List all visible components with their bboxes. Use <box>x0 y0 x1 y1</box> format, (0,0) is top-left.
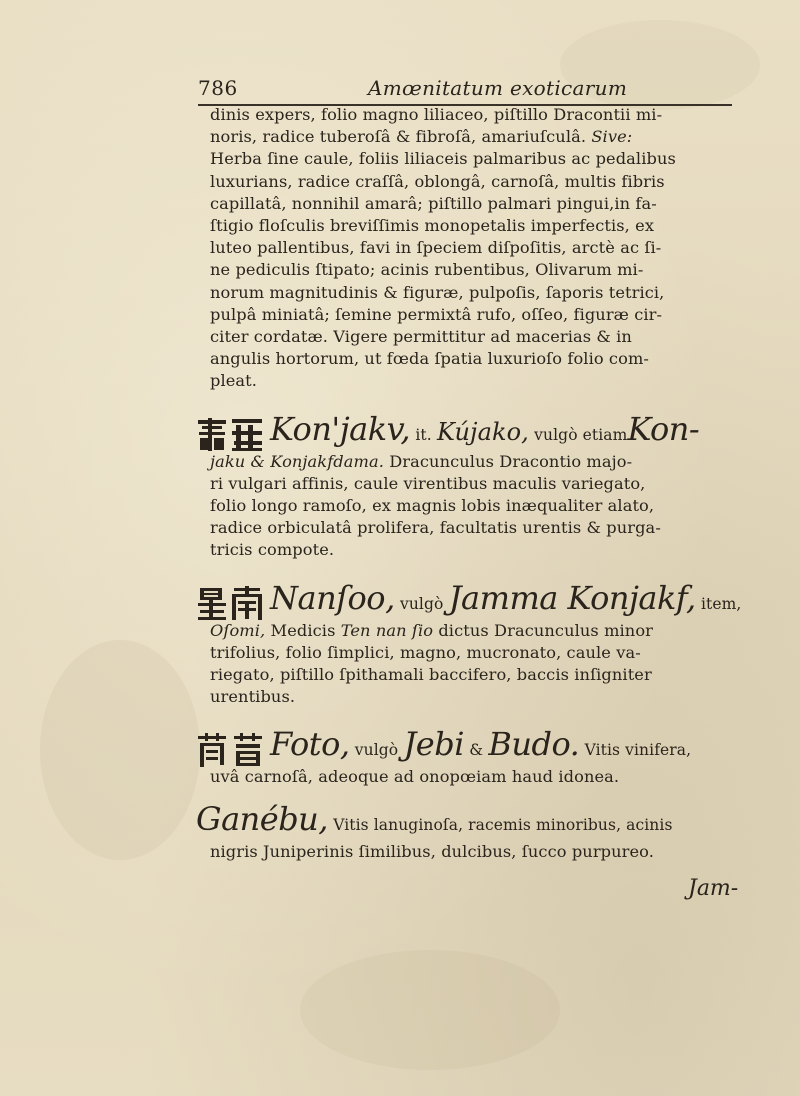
vulgo-label: vulgò <box>399 594 444 613</box>
kanji-glyph-icon <box>196 417 266 453</box>
text-line: riegato, piſtillo ſpithamali baccifero, baccis inſigniter <box>210 665 652 685</box>
page-number: 786 <box>198 76 238 100</box>
text-line-part: Dracunculus Dracontio majo- <box>389 451 633 471</box>
text-line: ne pediculis ſtipato; acinis rubentibus, Olivarum mi- <box>210 260 644 280</box>
text-line <box>210 126 770 148</box>
text-line: ſtigio floſculis breviſſimis monopetalis imperfectis, ex <box>210 216 655 236</box>
alt-name-2: Kon- <box>627 409 700 448</box>
entry-description: Vitis vinifera, <box>584 741 692 760</box>
and-label: & <box>469 741 484 760</box>
text-line: luteo pallentibus, favi in ſpeciem diſpoſitis, arctè ac ſi- <box>210 238 662 258</box>
text-line: norum magnitudinis & figuræ, pulpoſis, ſaporis tetrici, <box>210 282 665 302</box>
text-line: uvâ carnoſâ, adeoque ad onopœiam haud idonea. <box>210 767 620 787</box>
it-abbrev: it. <box>415 425 432 444</box>
text-line: urentibus. <box>210 687 296 707</box>
entry-heading-nanjoo <box>196 576 770 620</box>
text-line: dinis expers, folio magno liliaceo, piſtillo Dracontii mi- <box>210 105 663 124</box>
catchword: Jam- <box>688 876 739 901</box>
text-line: radice orbiculatâ prolifera, facultatis urentis & purga- <box>210 518 661 538</box>
text-line: angulis hortorum, ut fœda ſpatia luxurioſo folio com- <box>210 349 649 369</box>
item-label: item, <box>700 594 742 613</box>
alt-name: Jamma Konjakf, <box>448 578 696 617</box>
entry-title: Foto, <box>270 725 350 764</box>
page-header <box>198 74 738 102</box>
vulgo-label: vulgò etiam <box>534 425 628 444</box>
entry-title: Nanſoo, <box>270 578 395 617</box>
kanji-glyph-icon <box>196 586 266 622</box>
text-line: citer cordatæ. Vigere permittitur ad macerias & in <box>210 327 632 347</box>
running-head: Amœnitatum exoticarum <box>368 76 628 100</box>
text-line <box>210 620 770 642</box>
entry-heading-ganebu <box>196 797 770 841</box>
text-line-part: Medicis <box>270 620 336 640</box>
entry-heading-foto <box>196 722 770 766</box>
text-line <box>210 451 770 473</box>
entry-heading-konjaku <box>196 407 770 451</box>
sive-label: Sive: <box>591 127 633 147</box>
paper-stain <box>300 950 560 1070</box>
text-line: tricis compote. <box>210 540 335 560</box>
body-text <box>196 104 770 863</box>
text-line: luxurians, radice craſſâ, oblongâ, carnoſâ, multis fibris <box>210 171 665 191</box>
italic-name: Ten nan ſio <box>340 620 434 640</box>
entry-title: Ganébu, <box>196 799 328 838</box>
text-line: capillatâ, nonnihil amarâ; piſtillo palmari pingui,in fa- <box>210 193 657 213</box>
text-line: trifolius, folio ſimplici, magno, mucronato, caule va- <box>210 642 641 662</box>
text-line-part: dictus Dracunculus minor <box>438 620 653 640</box>
text-line: Herba ſine caule, foliis liliaceis palmaribus ac pedalibus <box>210 149 676 169</box>
vulgo-label: vulgò <box>354 741 399 760</box>
entry-title: Kon'jakv, <box>270 409 411 448</box>
kanji-glyph-icon <box>196 733 266 769</box>
text-line: folio longo ramoſo, ex magnis lobis inæqualiter alato, <box>210 496 655 516</box>
alt-name-2: Budo. <box>488 725 580 764</box>
entry-description: Vitis lanuginoſa, racemis minoribus, acinis <box>333 815 673 834</box>
alt-name: Kújako, <box>436 417 529 446</box>
text-line: pulpâ miniatâ; ſemine permixtâ rufo, oſſeo, figuræ cir- <box>210 304 663 324</box>
text-line: nigris Juniperinis ſimilibus, dulcibus, ſucco purpureo. <box>210 841 654 861</box>
paper-stain <box>40 640 200 860</box>
alt-name: Jebi <box>403 725 464 764</box>
italic-name: Oſomi, <box>210 620 266 640</box>
text-line: ri vulgari affinis, caule virentibus maculis variegato, <box>210 473 646 493</box>
text-line: pleat. <box>210 371 258 391</box>
text-line-part: noris, radice tuberoſâ & fibroſâ, amariuſculâ. <box>210 127 587 147</box>
italic-name: jaku & Konjakfdama. <box>210 451 384 471</box>
